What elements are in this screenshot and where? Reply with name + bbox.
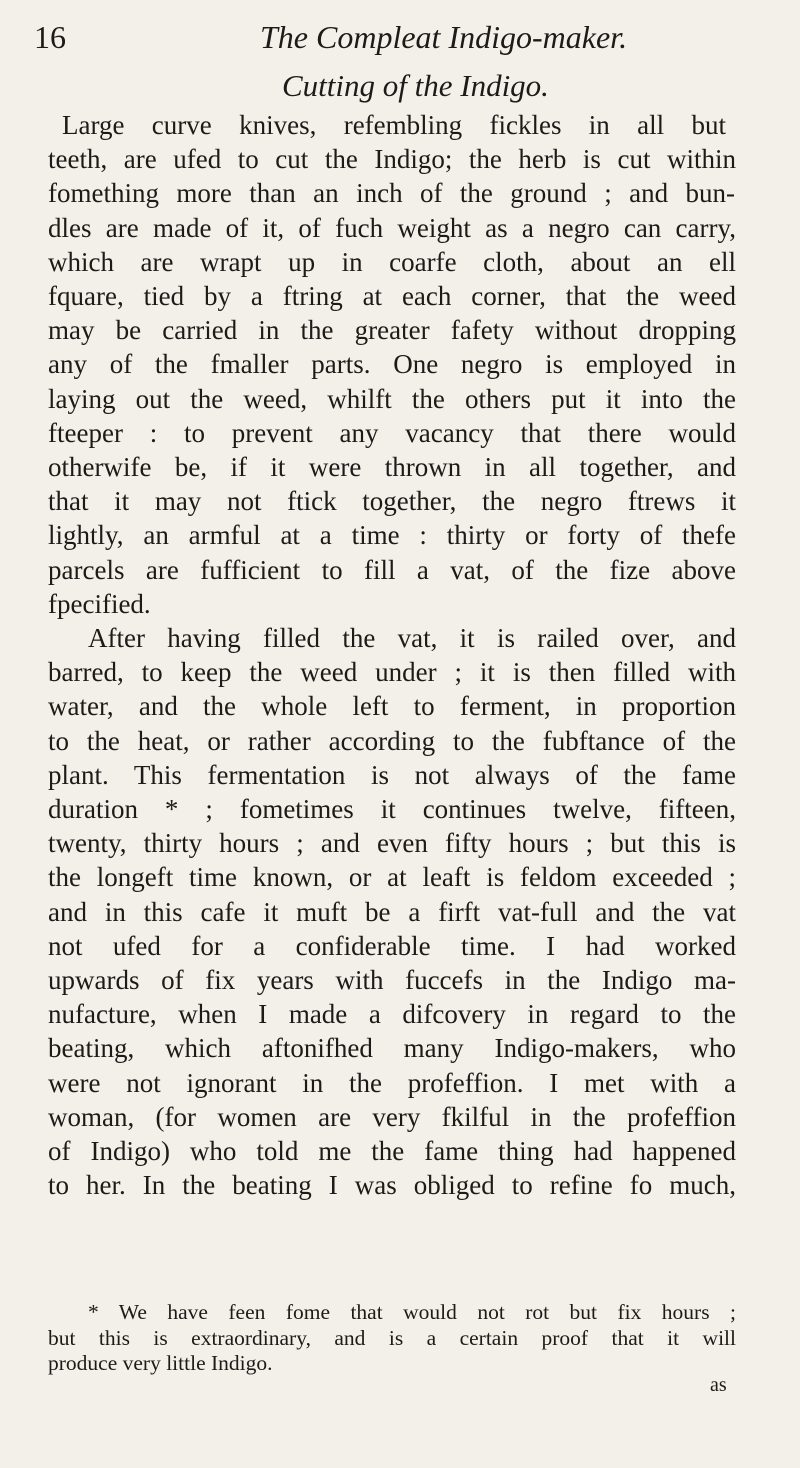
body-line: upwards of fix years with fuccefs in the Indigo ma- — [48, 965, 736, 995]
body-line: teeth, are ufed to cut the Indigo; the herb is cut within — [48, 144, 736, 175]
body-line: and in this cafe it muft be a firft vat-full and the vat — [48, 896, 736, 927]
running-title: The Compleat Indigo-maker. — [260, 19, 628, 55]
body-line: otherwife be, if it were thrown in all together, and — [48, 452, 736, 482]
body-line: laying out the weed, whilft the others put it into the — [48, 383, 736, 414]
body-line: fquare, tied by a ftring at each corner, that the weed — [48, 281, 736, 311]
body-line: duration * ; fometimes it continues twelve, fifteen, — [48, 794, 736, 824]
body-line: which are wrapt up in coarfe cloth, about an ell — [48, 246, 736, 277]
body-line: to her. In the beating I was obliged to refine fo much, — [48, 1170, 736, 1201]
footnote-line: * We have feen fome that would not rot but fix hours ; — [88, 1300, 736, 1324]
section-title: Cutting of the Indigo. — [282, 68, 549, 103]
body-line: fomething more than an inch of the ground ; and bun- — [48, 178, 735, 209]
body-line: plant. This fermentation is not always of the fame — [48, 759, 736, 790]
body-line: fteeper : to prevent any vacancy that there would — [48, 417, 736, 448]
body-line: water, and the whole left to ferment, in proportion — [48, 691, 736, 722]
body-line: After having filled the vat, it is railed over, and — [88, 623, 736, 653]
body-line: woman, (for women are very fkilful in the profeffion — [48, 1101, 736, 1132]
body-line: lightly, an armful at a time : thirty or forty of thefe — [48, 520, 736, 551]
footnote-line: but this is extraordinary, and is a certain proof that it will — [48, 1325, 736, 1350]
body-line: may be carried in the greater fafety without dropping — [48, 315, 736, 346]
body-line: twenty, thirty hours ; and even fifty hours ; but this is — [48, 828, 736, 859]
body-line: that it may not ftick together, the negro ftrews it — [48, 486, 736, 517]
catchword: as — [710, 1374, 727, 1396]
body-line: fpecified. — [48, 588, 151, 619]
body-line: to the heat, or rather according to the fubftance of the — [48, 725, 736, 756]
footnote-line: produce very little Indigo. — [48, 1351, 273, 1375]
body-line: of Indigo) who told me the fame thing had happened — [48, 1136, 736, 1166]
page-number: 16 — [34, 19, 66, 55]
body-line: dles are made of it, of fuch weight as a negro can carry, — [48, 212, 736, 243]
body-line: the longeft time known, or at leaft is feldom exceeded ; — [48, 862, 736, 893]
body-line: were not ignorant in the profeffion. I met with a — [48, 1067, 736, 1098]
body-line: not ufed for a confiderable time. I had worked — [48, 930, 736, 961]
body-line: beating, which aftonifhed many Indigo-makers, who — [48, 1033, 736, 1064]
body-line: parcels are fufficient to fill a vat, of the fize above — [48, 554, 736, 585]
body-line: Large curve knives, refembling fickles in all but — [62, 110, 726, 140]
body-line: any of the fmaller parts. One negro is employed in — [48, 349, 736, 380]
body-line: nufacture, when I made a difcovery in regard to the — [48, 999, 736, 1030]
body-line: barred, to keep the weed under ; it is then filled with — [48, 657, 736, 688]
